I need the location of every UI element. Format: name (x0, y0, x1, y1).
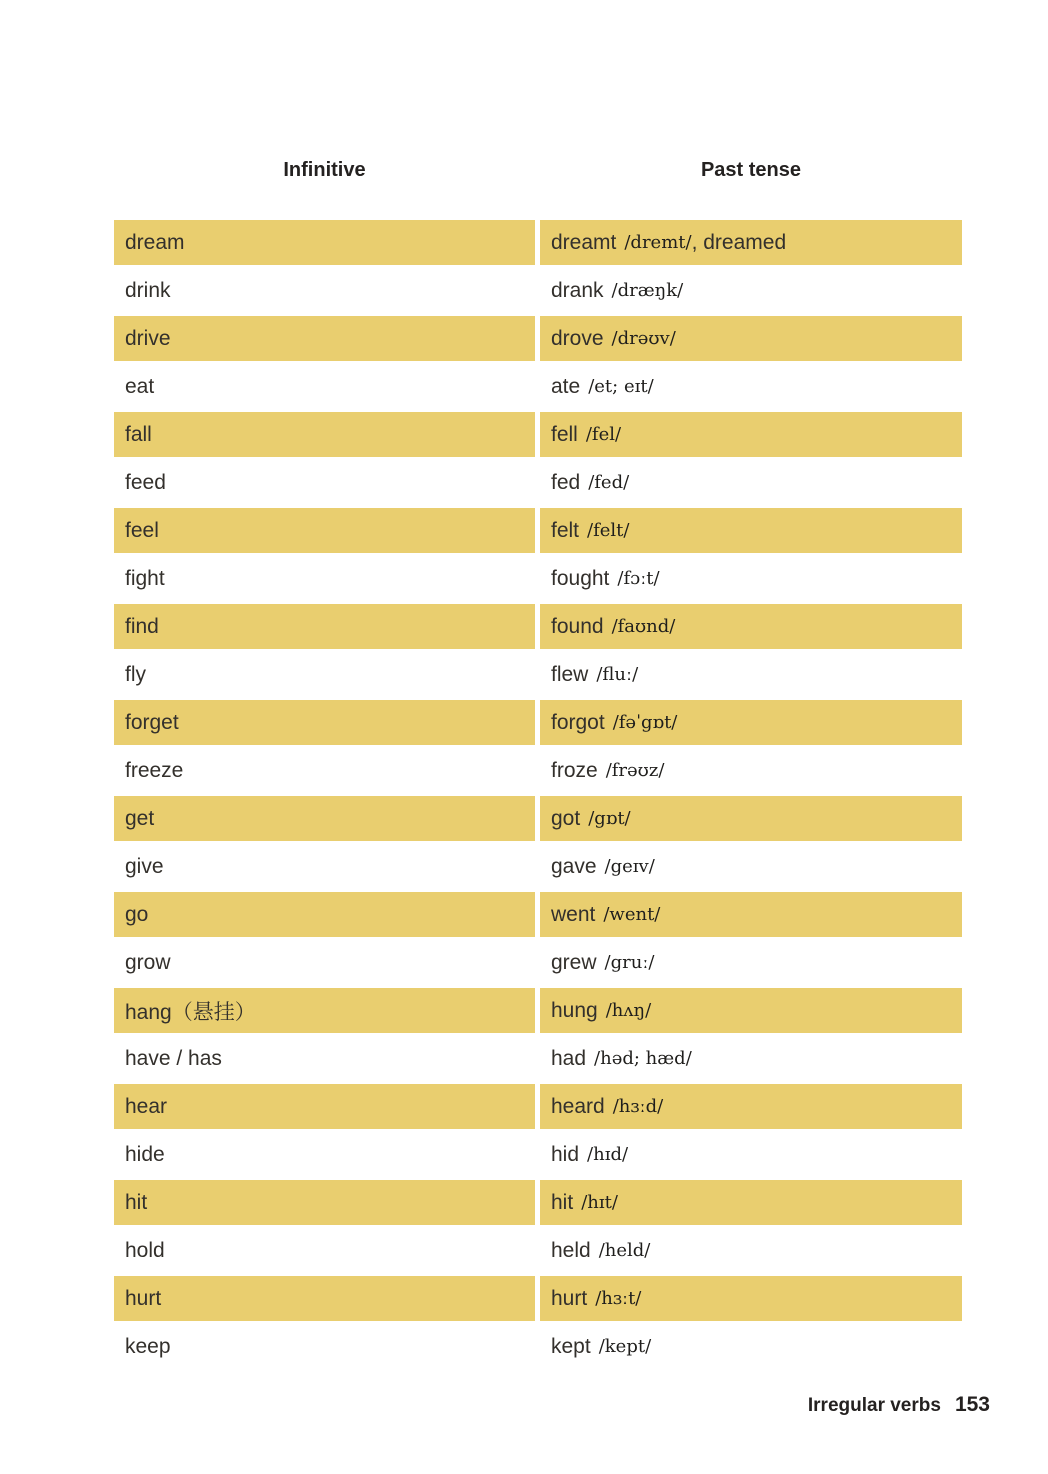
cell-past-tense (540, 556, 962, 601)
past-tense-pronunciation: /həd; hæd/ (594, 1048, 692, 1069)
past-tense-pronunciation: /hɪd/ (587, 1144, 629, 1165)
past-tense-verb: hid (551, 1142, 580, 1166)
table-row (114, 1036, 962, 1084)
past-tense-pronunciation: /hɜːd/ (612, 1096, 664, 1117)
past-tense-alternate-form: , dreamed (691, 230, 787, 254)
past-tense-pronunciation: /et; eɪt/ (588, 376, 654, 397)
infinitive-verb: freeze (125, 758, 184, 782)
past-tense-verb: kept (551, 1334, 591, 1358)
table-row (114, 220, 962, 268)
infinitive-verb: go (125, 902, 149, 926)
table-row (114, 748, 962, 796)
page-footer (808, 1393, 990, 1417)
past-tense-pronunciation: /fəˈgɒt/ (612, 712, 678, 733)
past-tense-pronunciation: /held/ (598, 1240, 651, 1261)
table-row (114, 604, 962, 652)
past-tense-pronunciation: /fel/ (585, 424, 622, 445)
cell-past-tense (540, 1036, 962, 1081)
cell-past-tense (540, 604, 962, 649)
cell-past-tense (540, 1228, 962, 1273)
past-tense-pronunciation: /geɪv/ (604, 856, 655, 877)
past-tense-verb: got (551, 806, 581, 830)
table-column-headers (114, 157, 962, 183)
cell-infinitive (114, 940, 535, 985)
infinitive-verb: hold (125, 1238, 165, 1262)
column-header-past-tense: Past tense (700, 159, 802, 181)
table-row (114, 1084, 962, 1132)
infinitive-verb: fly (125, 662, 146, 686)
table-row (114, 412, 962, 460)
infinitive-verb: hear (125, 1094, 168, 1118)
table-row (114, 316, 962, 364)
cell-infinitive (114, 700, 535, 745)
past-tense-pronunciation: /fed/ (588, 472, 630, 493)
past-tense-verb: grew (551, 950, 597, 974)
table-row (114, 1180, 962, 1228)
cell-infinitive (114, 556, 535, 601)
table-row (114, 460, 962, 508)
infinitive-verb: hide (125, 1142, 165, 1166)
past-tense-verb: fell (551, 422, 578, 446)
past-tense-verb: found (551, 614, 604, 638)
past-tense-pronunciation: /dræŋk/ (611, 280, 684, 301)
past-tense-verb: hit (551, 1190, 574, 1214)
past-tense-verb: hurt (551, 1286, 588, 1310)
past-tense-verb: felt (551, 518, 580, 542)
cell-past-tense (540, 508, 962, 553)
table-row (114, 1276, 962, 1324)
cell-infinitive (114, 1132, 535, 1177)
past-tense-verb: fed (551, 470, 581, 494)
table-row (114, 796, 962, 844)
past-tense-pronunciation: /kept/ (598, 1336, 652, 1357)
infinitive-verb: hurt (125, 1286, 162, 1310)
past-tense-verb: ate (551, 374, 581, 398)
past-tense-pronunciation: /hɪt/ (581, 1192, 618, 1213)
infinitive-verb: get (125, 806, 155, 830)
cell-past-tense (540, 1276, 962, 1321)
table-row (114, 556, 962, 604)
past-tense-verb: gave (551, 854, 597, 878)
infinitive-verb: fall (125, 422, 152, 446)
cell-past-tense (540, 460, 962, 505)
footer-section-title: Irregular verbs (807, 1395, 941, 1416)
infinitive-verb: keep (125, 1334, 171, 1358)
past-tense-pronunciation: /dremt/ (624, 232, 692, 253)
past-tense-verb: dreamt (551, 230, 617, 254)
cell-infinitive (114, 1228, 535, 1273)
infinitive-verb: dream (125, 230, 185, 254)
past-tense-verb: drank (551, 278, 604, 302)
table-row (114, 1228, 962, 1276)
past-tense-verb: fought (551, 566, 610, 590)
cell-infinitive (114, 1180, 535, 1225)
cell-past-tense (540, 364, 962, 409)
cell-past-tense (540, 1324, 962, 1369)
cell-infinitive (114, 796, 535, 841)
column-header-infinitive: Infinitive (283, 159, 366, 181)
infinitive-verb: feel (125, 518, 159, 542)
cell-infinitive (114, 748, 535, 793)
table-row (114, 940, 962, 988)
cell-infinitive (114, 1324, 535, 1369)
table-row (114, 1324, 962, 1372)
past-tense-pronunciation: /gɒt/ (588, 808, 631, 829)
cell-past-tense (540, 796, 962, 841)
table-row (114, 364, 962, 412)
past-tense-verb: had (551, 1046, 587, 1070)
infinitive-verb: drink (125, 278, 171, 302)
past-tense-pronunciation: /fɔːt/ (617, 568, 660, 589)
infinitive-verb: find (125, 614, 159, 638)
cell-infinitive (114, 268, 535, 313)
past-tense-pronunciation: /went/ (603, 904, 661, 925)
table-row (114, 268, 962, 316)
cell-infinitive (114, 1276, 535, 1321)
table-row (114, 508, 962, 556)
table-row (114, 844, 962, 892)
past-tense-verb: went (551, 902, 596, 926)
cell-past-tense (540, 700, 962, 745)
cell-infinitive (114, 652, 535, 697)
cell-past-tense (540, 220, 962, 265)
cell-infinitive (114, 220, 535, 265)
cell-past-tense (540, 1084, 962, 1129)
table-row (114, 700, 962, 748)
infinitive-verb: eat (125, 374, 155, 398)
cell-infinitive (114, 460, 535, 505)
cell-past-tense (540, 940, 962, 985)
cell-infinitive (114, 604, 535, 649)
cell-infinitive (114, 364, 535, 409)
cell-infinitive (114, 1036, 535, 1081)
past-tense-verb: flew (551, 662, 589, 686)
cell-infinitive (114, 1084, 535, 1129)
past-tense-verb: held (551, 1238, 591, 1262)
cell-past-tense (540, 892, 962, 937)
cell-infinitive (114, 508, 535, 553)
past-tense-pronunciation: /drəʊv/ (611, 328, 676, 349)
cell-past-tense (540, 988, 962, 1033)
cell-past-tense (540, 652, 962, 697)
infinitive-verb: fight (125, 566, 165, 590)
page-number: 153 (954, 1393, 990, 1416)
past-tense-verb: hung (551, 998, 598, 1022)
table-row (114, 892, 962, 940)
infinitive-verb: hit (125, 1190, 148, 1214)
past-tense-pronunciation: /frəʊz/ (605, 760, 665, 781)
past-tense-verb: froze (551, 758, 598, 782)
past-tense-pronunciation: /faʊnd/ (611, 616, 676, 637)
past-tense-pronunciation: /hʌŋ/ (605, 1000, 652, 1021)
cell-past-tense (540, 844, 962, 889)
past-tense-pronunciation: /gruː/ (604, 952, 655, 973)
table-row (114, 1132, 962, 1180)
cell-past-tense (540, 748, 962, 793)
infinitive-verb: grow (125, 950, 171, 974)
cell-past-tense (540, 1132, 962, 1177)
cell-past-tense (540, 316, 962, 361)
cell-infinitive (114, 412, 535, 457)
cell-infinitive (114, 892, 535, 937)
cell-infinitive (114, 844, 535, 889)
cell-past-tense (540, 412, 962, 457)
infinitive-verb: forget (125, 710, 179, 734)
table-row (114, 988, 962, 1036)
past-tense-pronunciation: /hɜːt/ (595, 1288, 642, 1309)
cell-past-tense (540, 268, 962, 313)
infinitive-verb: drive (125, 326, 171, 350)
past-tense-pronunciation: /felt/ (587, 520, 630, 541)
infinitive-verb: feed (125, 470, 166, 494)
cell-infinitive (114, 316, 535, 361)
cell-past-tense (540, 1180, 962, 1225)
cell-infinitive (114, 988, 535, 1033)
verb-table (114, 220, 962, 1372)
table-row (114, 652, 962, 700)
infinitive-verb: give (125, 854, 164, 878)
infinitive-verb: hang（悬挂） (125, 1000, 256, 1024)
infinitive-verb: have / has (125, 1046, 222, 1070)
past-tense-pronunciation: /fluː/ (596, 664, 639, 685)
past-tense-verb: forgot (551, 710, 605, 734)
past-tense-verb: heard (551, 1094, 605, 1118)
past-tense-verb: drove (551, 326, 604, 350)
